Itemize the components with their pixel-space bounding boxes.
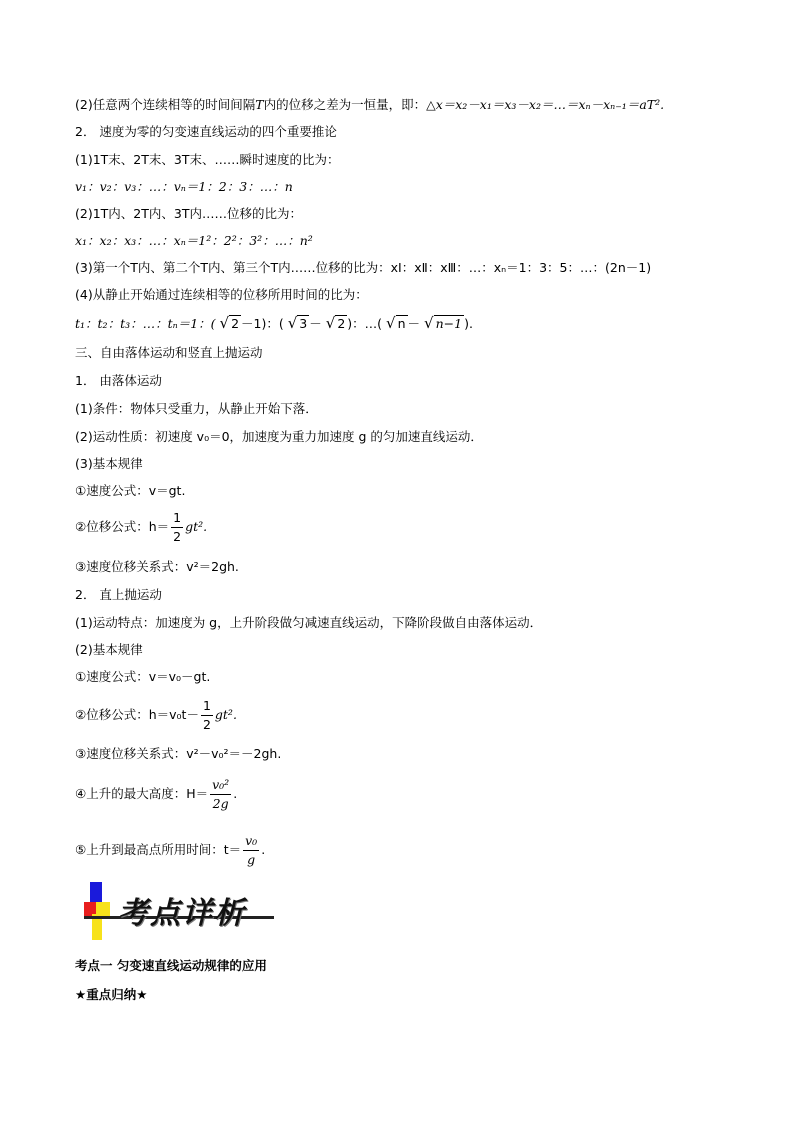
key-summary-heading: ★重点归纳★ <box>75 987 148 1002</box>
formula: gt². <box>185 519 208 534</box>
formula: gt². <box>214 707 237 722</box>
line-24 <box>75 776 237 813</box>
fraction <box>243 832 259 869</box>
fraction <box>210 776 231 813</box>
radical: √ 3 <box>287 314 308 332</box>
formula: . <box>233 786 238 801</box>
line-9 <box>75 314 473 333</box>
fraction <box>201 697 213 734</box>
radical: √ 2 <box>219 314 240 332</box>
line-7: (3)第一个T内、第二个T内、第三个T内……位移的比为：xⅠ：xⅡ：xⅢ：…：xₙ＝1：3：5：…：(2n－1) <box>75 260 652 275</box>
numerator: 1 <box>201 697 213 716</box>
text: (2)任意两个连续相等的时间间隔 <box>75 97 256 112</box>
line-11: 1． 由落体运动 <box>75 373 162 388</box>
radical: √ n <box>386 314 406 332</box>
line-5: (2)1T内、2T内、3T内……位移的比为： <box>75 206 302 221</box>
text: ⑤上升到最高点所用时间：t＝ <box>75 842 242 857</box>
line-13: (2)运动性质：初速度 v₀＝0，加速度为重力加速度 g 的匀加速直线运动． <box>75 429 483 444</box>
formula: － <box>407 316 421 331</box>
denominator: 2g <box>212 796 229 811</box>
radicand: 2 <box>337 316 346 331</box>
line-15: ①速度公式：v＝gt. <box>75 483 186 498</box>
section-logo <box>84 880 274 942</box>
line-21: ①速度公式：v＝v₀－gt. <box>75 669 211 684</box>
denominator: g <box>247 852 256 867</box>
numerator: v₀ <box>243 832 259 851</box>
formula: . <box>261 842 266 857</box>
line-14: (3)基本规律 <box>75 456 143 471</box>
line-17: ③速度位移关系式：v²＝2gh. <box>75 559 239 574</box>
denominator: 2 <box>202 717 211 732</box>
line-2: 2． 速度为零的匀变速直线运动的四个重要推论 <box>75 124 337 139</box>
line-23: ③速度位移关系式：v²－v₀²＝－2gh. <box>75 746 282 761</box>
radicand: 3 <box>299 316 308 331</box>
radicand: n−1 <box>435 316 463 331</box>
denominator: 2 <box>173 529 182 544</box>
line-16 <box>75 509 207 546</box>
formula: －1)：( <box>241 316 284 331</box>
fraction <box>171 509 183 546</box>
numerator: 1 <box>171 509 183 528</box>
exam-point-heading: 考点一 匀变速直线运动规律的应用 <box>75 958 267 973</box>
text: ④上升的最大高度：H＝ <box>75 786 209 801</box>
text: ②位移公式：h＝v₀t－ <box>75 707 199 722</box>
section-heading: 三、自由落体运动和竖直上抛运动 <box>75 345 263 360</box>
radicand: n <box>397 316 406 331</box>
text: ②位移公式：h＝ <box>75 519 170 534</box>
numerator: v₀² <box>210 776 231 795</box>
line-22 <box>75 697 237 734</box>
line-3: (1)1T末、2T末、3T末、……瞬时速度的比为： <box>75 152 340 167</box>
line-18: 2． 直上抛运动 <box>75 587 162 602</box>
formula: )：…( <box>347 316 383 331</box>
radicand: 2 <box>231 316 240 331</box>
line-20: (2)基本规律 <box>75 642 143 657</box>
formula: t₁：t₂：t₃：…：tₙ＝1：( <box>75 316 216 331</box>
radical: √ n−1 <box>424 314 463 332</box>
formula: － <box>309 316 322 331</box>
text: 内的位移之差为一恒量，即：△ <box>263 97 436 112</box>
logo-text: 考点详析 <box>118 896 246 931</box>
line-1 <box>75 96 664 114</box>
line-12: (1)条件：物体只受重力，从静止开始下落． <box>75 401 318 416</box>
line-6: x₁：x₂：x₃：…：xₙ＝1²：2²：3²：…：n² <box>75 233 313 248</box>
line-25 <box>75 832 265 869</box>
line-4: v₁：v₂：v₃：…：vₙ＝1：2：3：…：n <box>75 179 293 194</box>
line-8: (4)从静止开始通过连续相等的位移所用时间的比为： <box>75 287 368 302</box>
radical: √ 2 <box>325 314 346 332</box>
formula: x＝x₂－x₁＝x₃－x₂＝…＝xₙ－xₙ₋₁＝aT². <box>435 97 665 112</box>
line-19: (1)运动特点：加速度为 g，上升阶段做匀减速直线运动，下降阶段做自由落体运动． <box>75 615 543 630</box>
formula: ). <box>464 316 473 331</box>
symbol: T <box>255 97 264 112</box>
